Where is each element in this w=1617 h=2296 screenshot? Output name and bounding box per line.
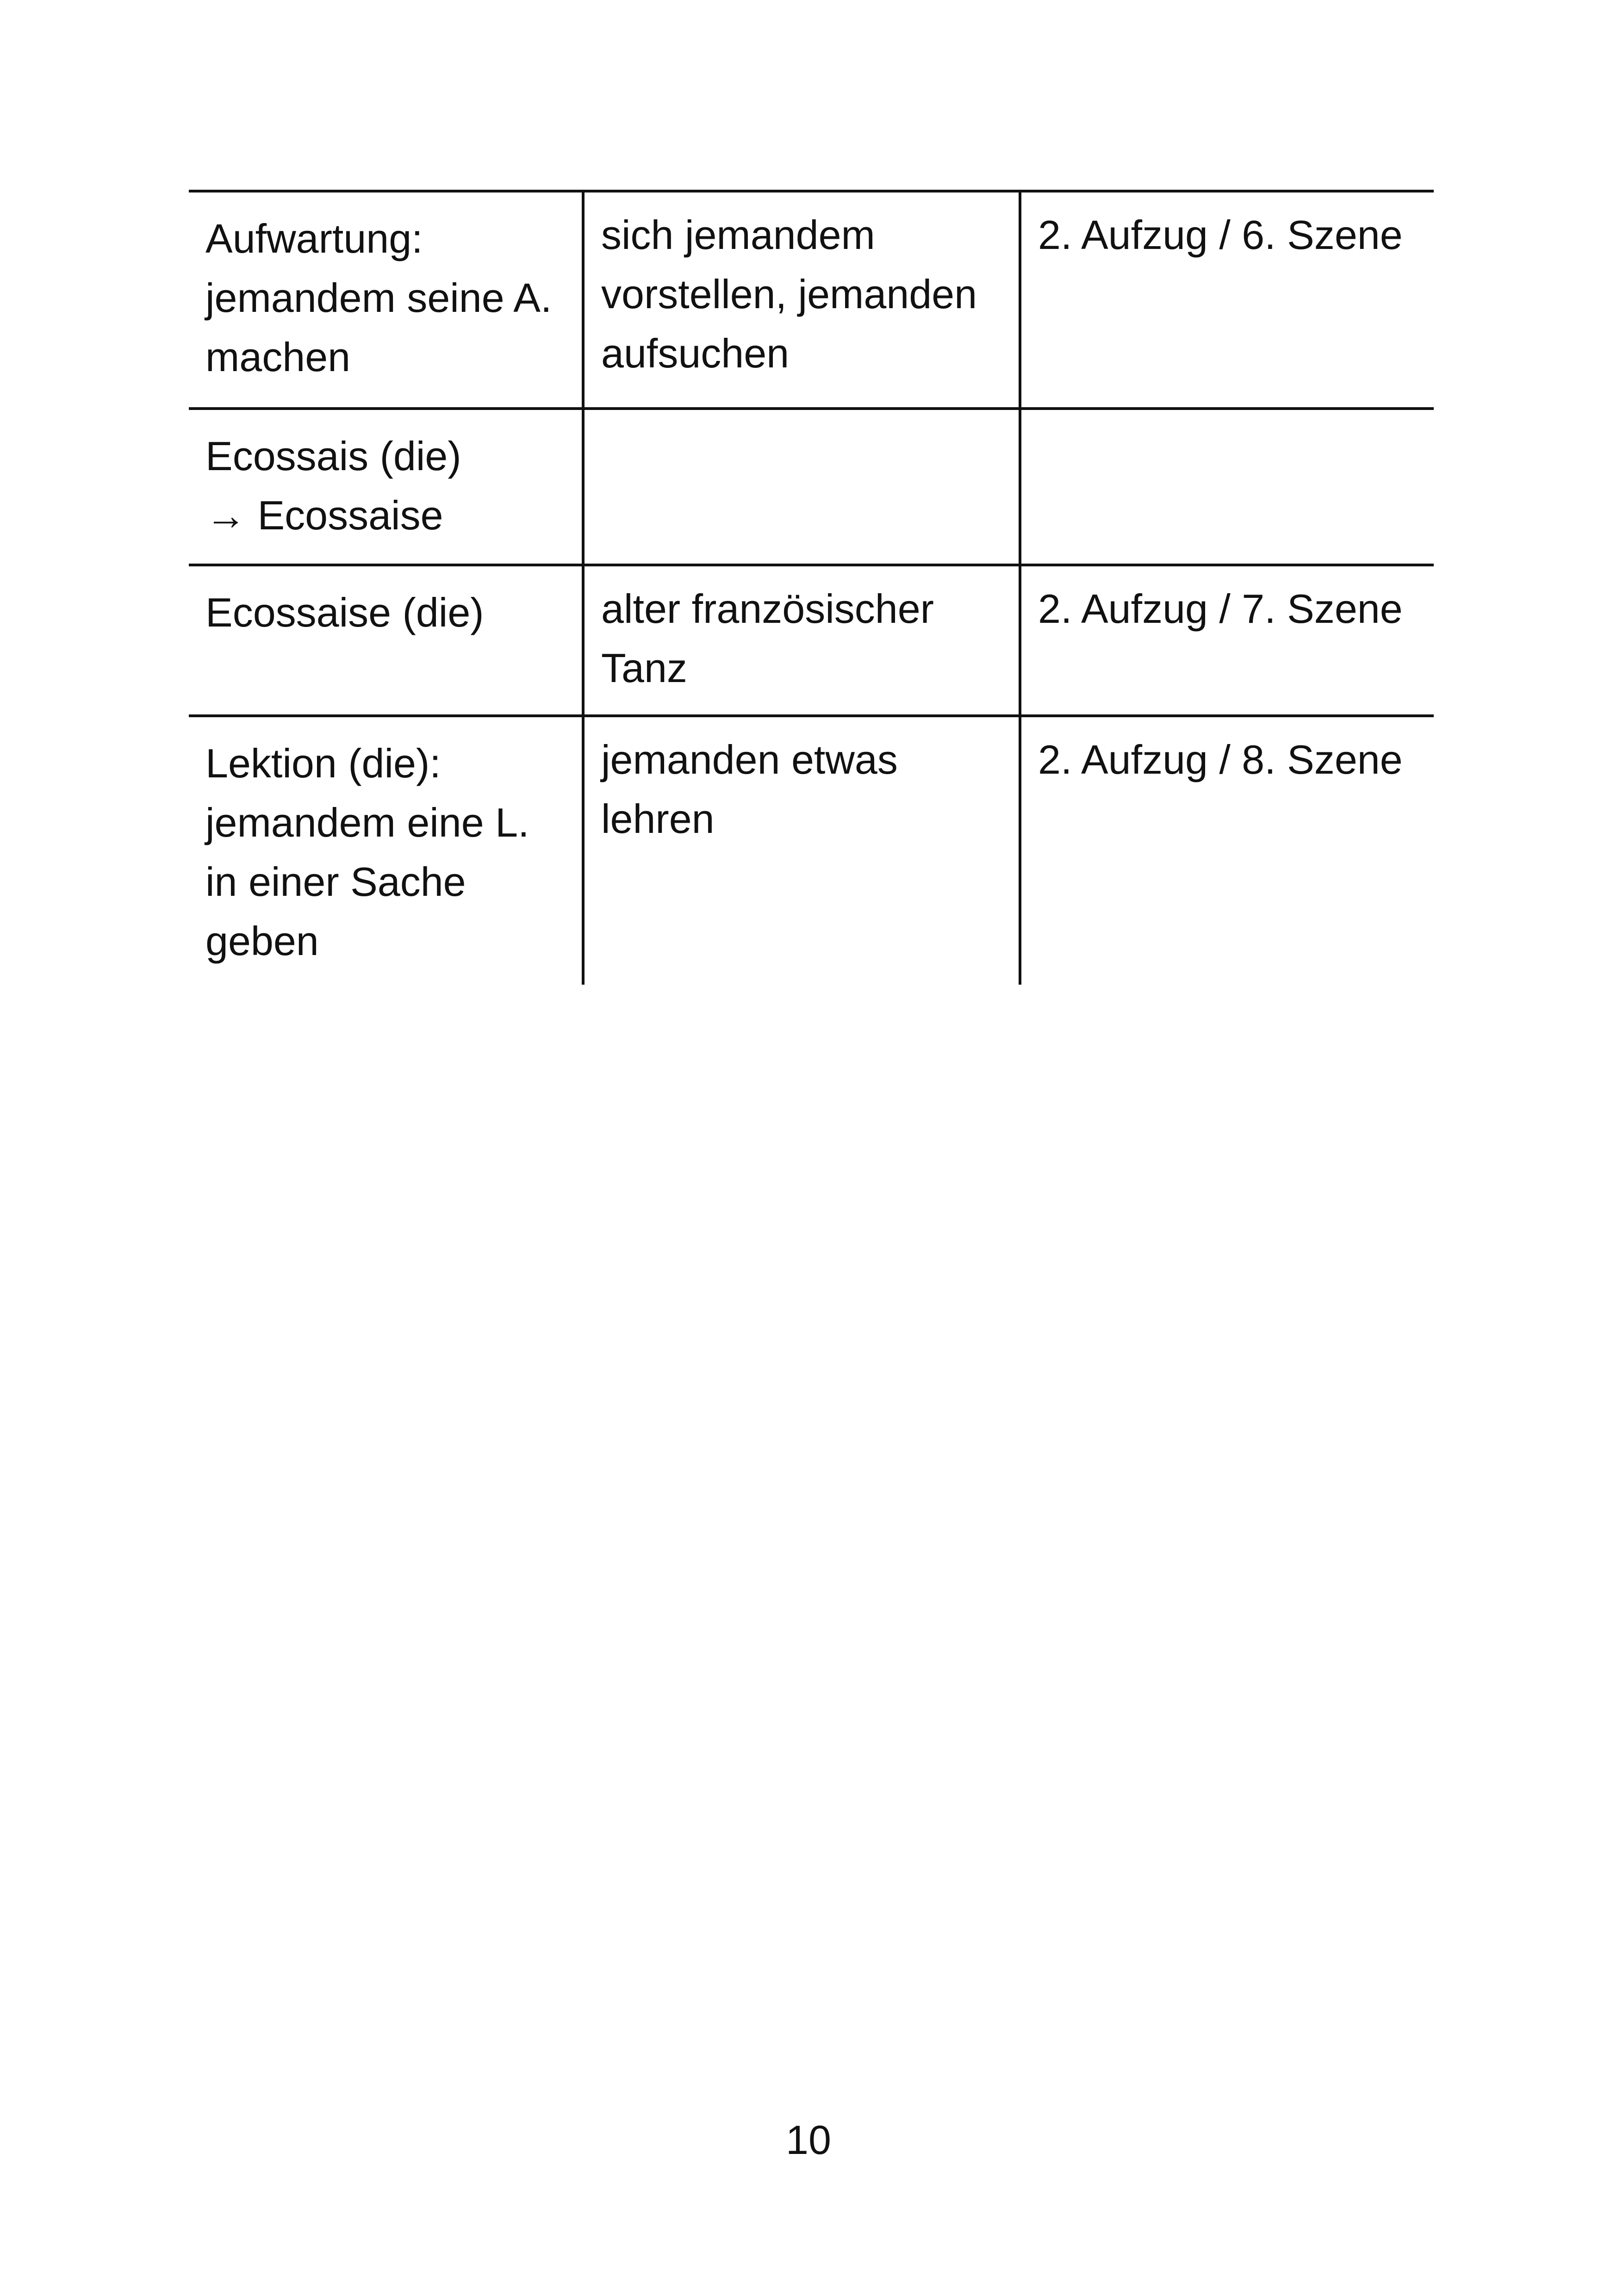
term-cell xyxy=(189,565,583,716)
table-row xyxy=(189,191,1434,409)
term-cell xyxy=(189,191,583,409)
location-text: 2. Aufzug / 7. Szene xyxy=(1038,586,1403,632)
meaning-cell xyxy=(583,409,1020,565)
meaning-cell xyxy=(583,191,1020,409)
meaning-text: sich jemandem vorstellen, jemanden aufsuchen xyxy=(601,212,977,376)
term-text: Ecossaise (die) xyxy=(205,590,484,635)
page-number: 10 xyxy=(786,2117,831,2163)
table-row xyxy=(189,716,1434,985)
location-cell xyxy=(1020,191,1434,409)
location-cell xyxy=(1020,409,1434,565)
location-cell xyxy=(1020,716,1434,985)
meaning-cell xyxy=(583,716,1020,985)
glossary-table xyxy=(189,190,1434,985)
meaning-text: alter französischer Tanz xyxy=(601,586,934,691)
location-text: 2. Aufzug / 8. Szene xyxy=(1038,737,1403,782)
location-cell xyxy=(1020,565,1434,716)
term-text: Ecossais (die) → Ecossaise xyxy=(205,433,461,538)
location-text: 2. Aufzug / 6. Szene xyxy=(1038,212,1403,258)
term-text: Aufwartung: jemandem seine A. machen xyxy=(205,216,552,380)
table-row xyxy=(189,565,1434,716)
meaning-cell xyxy=(583,565,1020,716)
meaning-text: jemanden etwas lehren xyxy=(601,737,898,842)
table-row xyxy=(189,409,1434,565)
term-cell xyxy=(189,716,583,985)
term-cell xyxy=(189,409,583,565)
term-text: Lektion (die): jemandem eine L. in einer Sache geben xyxy=(205,740,529,964)
